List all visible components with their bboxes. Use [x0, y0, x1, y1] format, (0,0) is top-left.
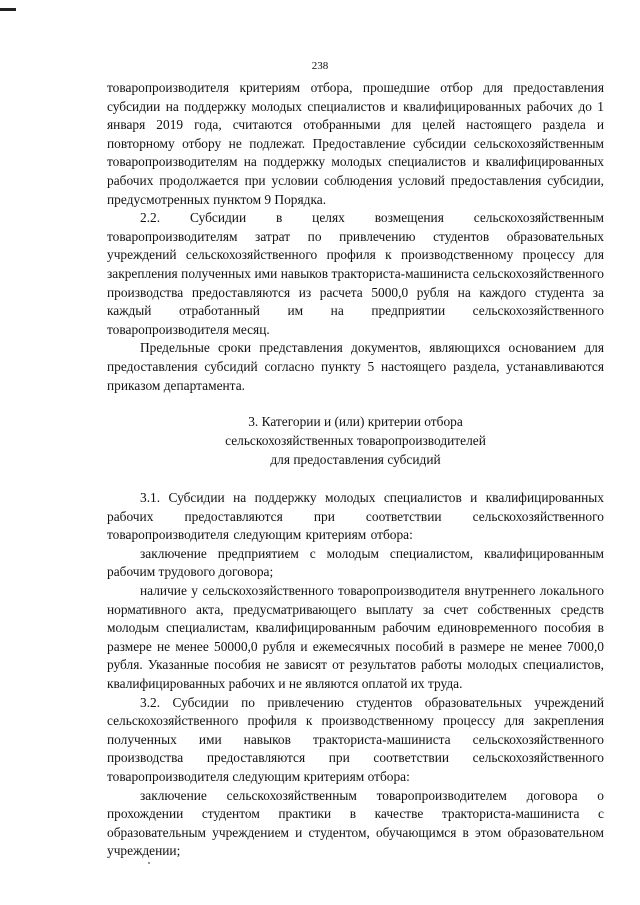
section-heading — [107, 412, 604, 469]
criterion-practice-contract: заключение сельскохозяйственным товаропроизводителем договора о прохождении студентом практики в качестве тракториста-машиниста с образовательным учреждением и студентом, обучающимся в этом образовательном учреждении; — [107, 787, 604, 859]
paragraph-3-1: 3.1. Субсидии на поддержку молодых специалистов и квалифицированных рабочих предоставляются при соответствии сельскохозяйственного товаропроизводителя следующим критериям отбора: — [107, 490, 604, 543]
paragraph-continuation: товаропроизводителя критериям отбора, прошедшие отбор для предоставления субсидии на поддержку молодых специалистов и квалифицированных рабочих до 1 января 2019 года, считаются отобранными для целей настоящего раздела и повторному отбору не подлежат. Предоставление субсидии сельскохозяйственным товаропроизводителям на поддержку молодых специалистов и квалифицированных рабочих продолжается при условии соблюдения условий предоставления субсидии, предусмотренных пунктом 9 Порядка. — [107, 80, 604, 207]
scan-dust-mark — [148, 862, 150, 864]
paragraph-deadlines: Предельные сроки представления документов, являющихся основанием для предоставления субсидий согласно пункту 5 настоящего раздела, устанавливаются приказом департамента. — [107, 340, 604, 393]
page-number: 238 — [311, 60, 329, 72]
paragraph-2-2: 2.2. Субсидии в целях возмещения сельскохозяйственным товаропроизводителям затрат по привлечению студентов образовательных учреждений сельскохозяйственного профиля к производственному процессу для закрепления полученных ими навыков тракториста-машиниста сельскохозяйственного производства предоставляются из расчета 5000,0 рубля на каждого студента за каждый отработанный им на предприятии сельскохозяйственного товаропроизводителя месяц. — [107, 210, 604, 337]
section-heading-line-1: 3. Категории и (или) критерии отбора — [248, 414, 463, 430]
paragraph-3-2: 3.2. Субсидии по привлечению студентов образовательных учреждений сельскохозяйственного профиля к производственному процессу для закрепления полученных ими навыков тракториста-машиниста сельскохозяйственного производства предоставляются при соответствии сельскохозяйственного товаропроизводителя следующим критериям отбора: — [107, 694, 604, 784]
criterion-local-act: наличие у сельскохозяйственного товаропроизводителя внутреннего локального нормативного акта, предусматривающего выплату за счет собственных средств молодым специалистам, квалифицированным рабочим единовременного пособия в размере не менее 50000,0 рубля и ежемесячных пособий в размере не менее 7000,0 рубля. Указанные пособия не зависят от результатов работы молодых специалистов, квалифицированных рабочих и не являются оплатой их труда. — [107, 583, 604, 692]
section-heading-line-3: для предоставления субсидий — [270, 452, 441, 468]
section-heading-line-2: сельскохозяйственных товаропроизводителей — [225, 433, 486, 449]
document-body — [107, 79, 604, 861]
criterion-employment-contract: заключение предприятием с молодым специалистом, квалифицированным рабочим трудового договора; — [107, 545, 604, 580]
scan-edge-mark — [0, 8, 16, 11]
